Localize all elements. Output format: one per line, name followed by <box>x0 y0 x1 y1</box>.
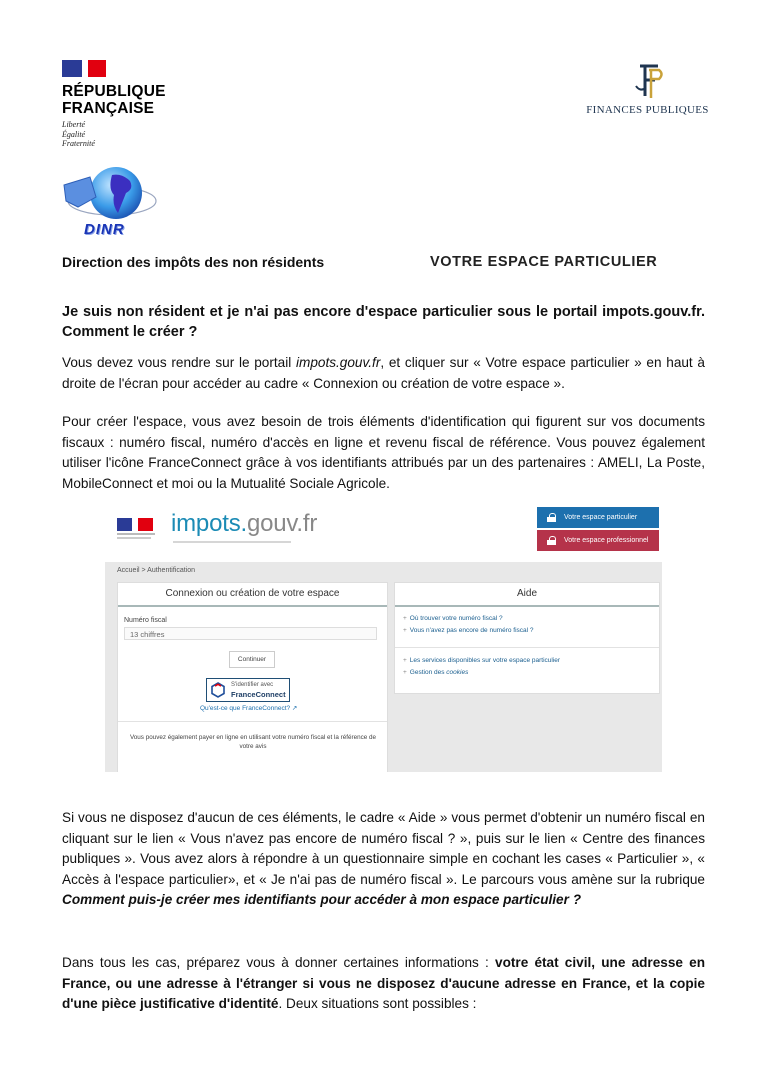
breadcrumb[interactable]: Accueil > Authentification <box>117 567 196 574</box>
site-tagline-decoration <box>173 541 291 543</box>
marianne-flag-icon <box>62 60 106 77</box>
divider <box>395 647 659 648</box>
impots-portal-screenshot <box>105 500 662 772</box>
p1-site-name: impots.gouv.fr <box>295 355 381 370</box>
lock-icon <box>547 536 556 545</box>
motto-liberte: Liberté <box>62 120 86 129</box>
btn-professionnel-label: Votre espace professionnel <box>564 537 649 544</box>
rf-name <box>62 83 182 117</box>
aide-link-label: Vous n'avez pas encore de numéro fiscal ? <box>409 627 534 634</box>
paragraph-identifiers: Pour créer l'espace, vous avez besoin de trois éléments d'identification qui figurent sur vos documents fiscaux : numéro fiscal, numéro d'accès en ligne et revenu fiscal de référence. Vous pouvez également utiliser l'icône FranceConnect grâce à vos identifiants attribués par un des partenaires : AMELI, La Poste, MobileConnect et moi ou la Mutualité Sociale Agricole. <box>62 414 705 491</box>
fp-text: FINANCES PUBLIQUES <box>586 104 709 116</box>
motto-fraternite: Fraternité <box>62 139 95 148</box>
impots-site-logo[interactable] <box>171 510 317 538</box>
fc-line1: S'identifier avec <box>231 682 274 688</box>
aide-card <box>394 582 660 694</box>
espace-particulier-button[interactable] <box>537 507 659 528</box>
paragraph-portal <box>62 353 705 394</box>
aide-card-title: Aide <box>395 583 659 607</box>
rf-line2: FRANÇAISE <box>62 100 155 117</box>
dinr-text: DINR <box>84 221 125 238</box>
motto-egalite: Égalité <box>62 129 86 139</box>
franceconnect-info-link[interactable]: Qu'est-ce que FranceConnect? ↗ <box>200 705 298 712</box>
p1-text-b: , et cliquer sur « Votre espace particulier » en haut à droite de l'écran pour accéder au cadre « Connexion ou création de votre espace ». <box>62 355 705 391</box>
republique-francaise-logo <box>62 60 182 149</box>
finances-publiques-logo <box>585 62 710 116</box>
question-heading: Je suis non résident et je n'ai pas encore d'espace particulier sous le portail impots.gouv.fr. Comment le créer ? <box>62 304 705 340</box>
franceconnect-button[interactable] <box>206 678 290 702</box>
aide-link-pas-de-numero[interactable]: + Vous n'avez pas encore de numéro fiscal ? <box>403 627 534 634</box>
p3-rubrique: Comment puis-je créer mes identifiants pour accéder à mon espace particulier ? <box>62 892 581 907</box>
login-card <box>117 582 388 772</box>
continue-button[interactable]: Continuer <box>229 651 275 668</box>
paragraph-aide <box>62 808 705 911</box>
p3-text: Si vous ne disposez d'aucun de ces éléments, le cadre « Aide » vous permet d'obtenir un numéro fiscal en cliquant sur le lien « Vous n'avez pas encore de numéro fiscal ? », puis sur le lien « Centre des finances publiques ». Vous avez alors à répondre à un questionnaire simple en cochant les cases « Particulier », « Accès à l'espace particulier», et « Je n'ai pas de numéro fiscal ». Le parcours vous amène sur la rubrique <box>62 810 705 887</box>
fp-monogram-icon <box>628 62 668 100</box>
p4-text-a: Dans tous les cas, préparez vous à donner certaines informations : <box>62 955 496 970</box>
p1-text-a: Vous devez vous rendre sur le portail <box>62 355 296 370</box>
p4-required-info: votre état civil, une adresse en France, ou une adresse à l'étranger si vous ne disposez d'aucune adresse en France, et la copie d'une pièce justificative d'identité <box>62 955 706 1011</box>
globe-icon <box>60 163 160 225</box>
cookies-prefix: Gestion des <box>409 669 447 676</box>
rf-line1: RÉPUBLIQUE <box>62 83 166 100</box>
flag-caption-decoration <box>117 537 151 539</box>
portal-body <box>105 562 662 772</box>
dinr-logo <box>60 163 160 241</box>
marianne-flag-icon <box>117 518 153 531</box>
fc-line2: FranceConnect <box>231 690 286 699</box>
portal-header <box>105 500 662 560</box>
cookies-word: cookies <box>446 669 469 676</box>
numero-fiscal-input[interactable]: 13 chiffres <box>124 627 377 640</box>
login-card-title: Connexion ou création de votre espace <box>118 583 387 607</box>
aide-link-ou-trouver[interactable]: + Où trouver votre numéro fiscal ? <box>403 615 503 622</box>
flag-caption-decoration <box>117 533 155 535</box>
divider <box>118 721 387 722</box>
aide-link-label: Les services disponibles sur votre espace particulier <box>409 657 561 664</box>
franceconnect-icon <box>211 682 225 698</box>
aide-link-label: Où trouver votre numéro fiscal ? <box>409 615 503 622</box>
pay-online-note: Vous pouvez également payer en ligne en utilisant votre numéro fiscal et la référence de votre avis <box>129 734 377 750</box>
p4-text-b: . Deux situations sont possibles : <box>278 996 477 1011</box>
aide-link-services[interactable]: + Les services disponibles sur votre espace particulier <box>403 657 561 664</box>
site-name-main: impots. <box>171 510 247 537</box>
rf-motto <box>62 120 182 149</box>
paragraph-informations <box>62 953 705 1015</box>
espace-professionnel-button[interactable] <box>537 530 659 551</box>
aide-link-cookies[interactable]: + Gestion des cookies <box>403 669 469 676</box>
section-title: VOTRE ESPACE PARTICULIER <box>430 254 658 270</box>
lock-icon <box>547 513 556 522</box>
btn-particulier-label: Votre espace particulier <box>564 514 638 521</box>
site-name-rest: gouv.fr <box>246 510 318 537</box>
direction-title: Direction des impôts des non résidents <box>62 254 325 270</box>
numero-fiscal-label: Numéro fiscal <box>124 617 167 624</box>
